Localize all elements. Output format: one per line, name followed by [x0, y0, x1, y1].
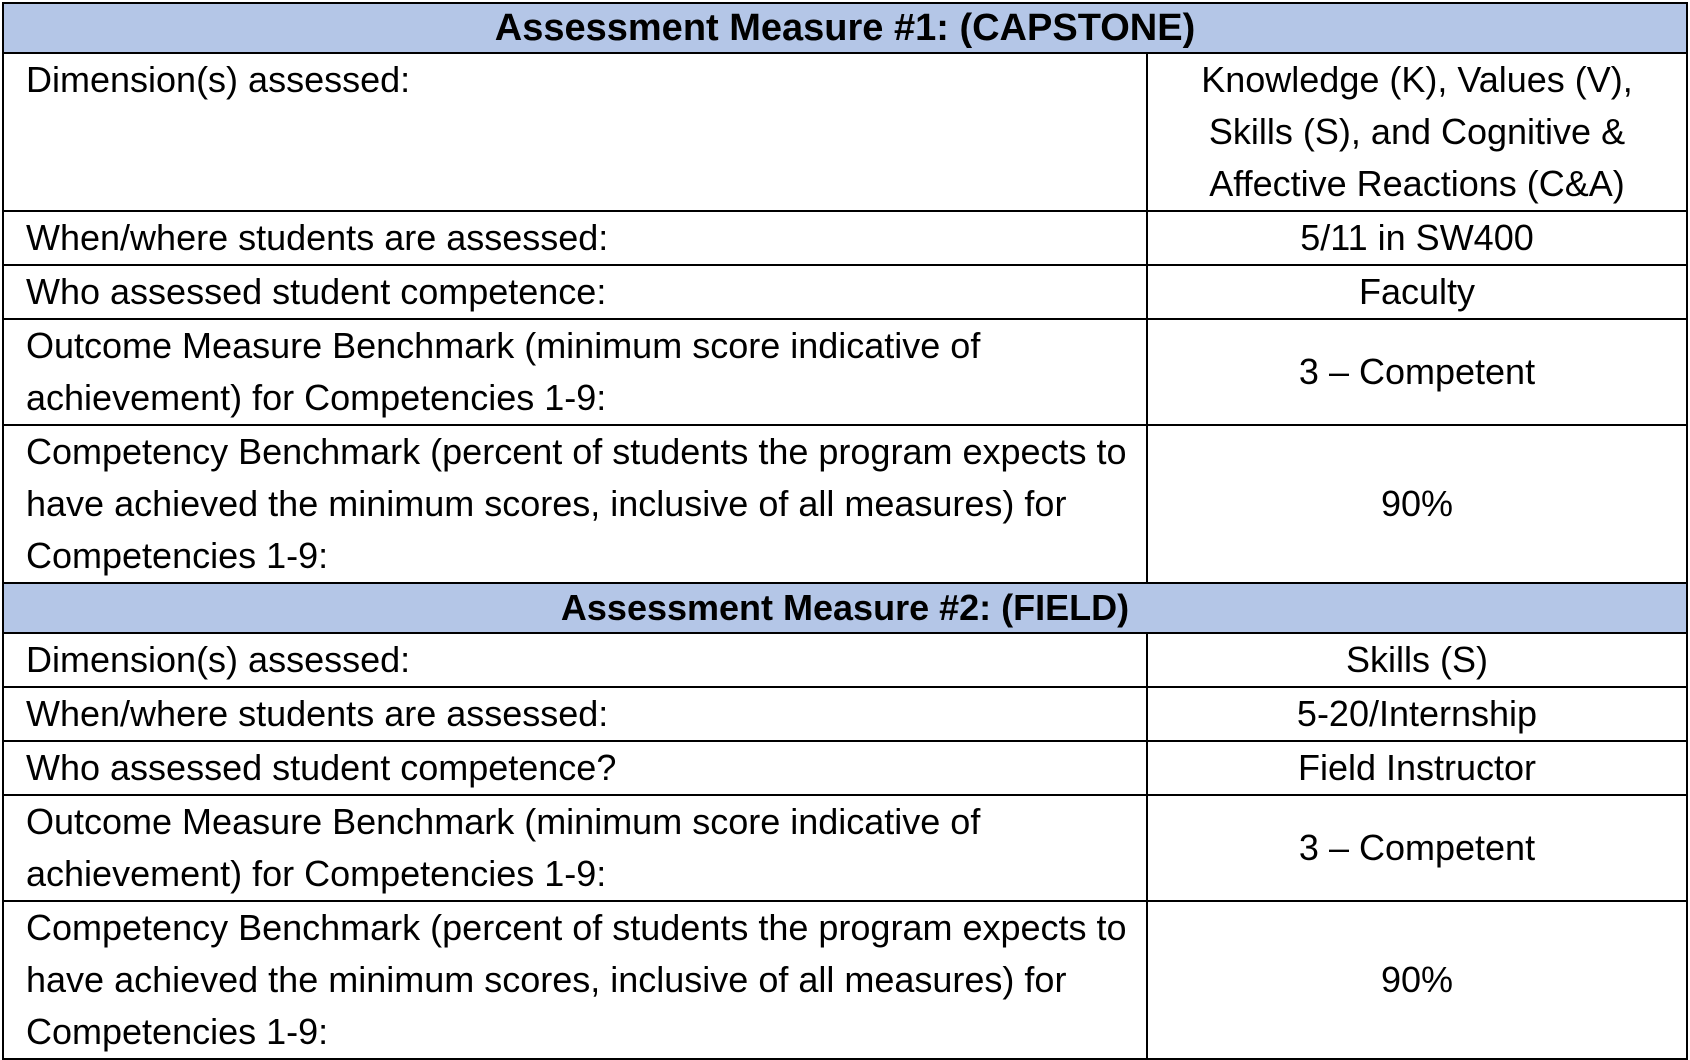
row-value: Field Instructor — [1147, 741, 1687, 795]
row-value: 90% — [1147, 425, 1687, 583]
table-row — [3, 901, 1687, 1059]
row-value: Knowledge (K), Values (V), Skills (S), and Cognitive & Affective Reactions (C&A) — [1147, 53, 1687, 211]
measure-2-header-row — [3, 583, 1687, 633]
measure-1-title: Assessment Measure #1: (CAPSTONE) — [3, 3, 1687, 53]
table-row — [3, 425, 1687, 583]
assessment-table — [2, 2, 1688, 1060]
measure-2-title: Assessment Measure #2: (FIELD) — [3, 583, 1687, 633]
row-label: Outcome Measure Benchmark (minimum score indicative of achievement) for Competencies 1-9: — [3, 319, 1147, 425]
table-row — [3, 687, 1687, 741]
measure-1-header-row — [3, 3, 1687, 53]
table-row — [3, 211, 1687, 265]
row-label: Competency Benchmark (percent of students the program expects to have achieved the minimum scores, inclusive of all measures) for Competencies 1-9: — [3, 901, 1147, 1059]
row-value: 90% — [1147, 901, 1687, 1059]
row-label: Who assessed student competence: — [3, 265, 1147, 319]
row-value: 5/11 in SW400 — [1147, 211, 1687, 265]
table-row — [3, 741, 1687, 795]
row-value: 5-20/Internship — [1147, 687, 1687, 741]
table-row — [3, 53, 1687, 211]
row-label: Who assessed student competence? — [3, 741, 1147, 795]
row-label: When/where students are assessed: — [3, 211, 1147, 265]
row-label: Competency Benchmark (percent of students the program expects to have achieved the minimum scores, inclusive of all measures) for Competencies 1-9: — [3, 425, 1147, 583]
assessment-document — [2, 2, 1686, 1060]
table-row — [3, 633, 1687, 687]
row-value: 3 – Competent — [1147, 795, 1687, 901]
row-value: Faculty — [1147, 265, 1687, 319]
row-label: When/where students are assessed: — [3, 687, 1147, 741]
row-value: 3 – Competent — [1147, 319, 1687, 425]
row-label: Dimension(s) assessed: — [3, 633, 1147, 687]
row-value: Skills (S) — [1147, 633, 1687, 687]
table-row — [3, 265, 1687, 319]
row-label: Dimension(s) assessed: — [3, 53, 1147, 211]
table-row — [3, 795, 1687, 901]
table-row — [3, 319, 1687, 425]
row-label: Outcome Measure Benchmark (minimum score indicative of achievement) for Competencies 1-9: — [3, 795, 1147, 901]
